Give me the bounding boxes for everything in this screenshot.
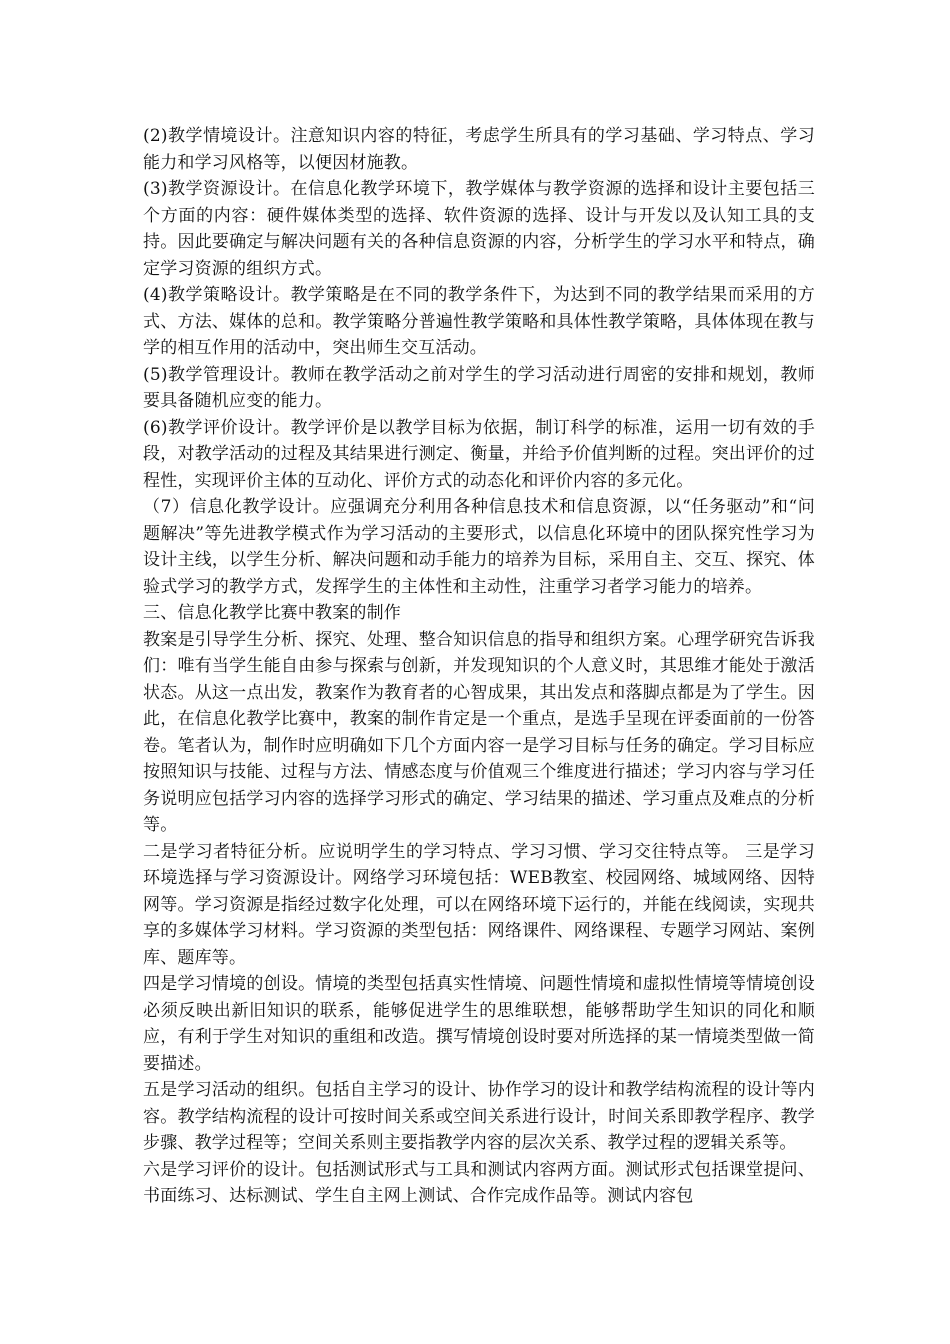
paragraph-teaching-strategy-design: (4)教学策略设计。教学策略是在不同的教学条件下，为达到不同的教学结果而采用的方式、方法、媒体的总和。教学策略分普遍性教学策略和具体性教学策略，具体体现在教与学的相互作用的活动中，突出师生交互活动。 — [143, 285, 815, 358]
paragraph-learner-analysis: 二是学习者特征分析。应说明学生的学习特点、学习习惯、学习交往特点等。 三是学习环境选择与学习资源设计。网络学习环境包括：WEB教室、校园网络、城域网络、因特网等。学习资源是指经过数字化处理，可以在网络环境下运行的，并能在线阅读，实现共享的多媒体学习材料。学习资源的类型包括：网络课件、网络课程、专题学习网站、案例库、题库等。 — [143, 841, 815, 968]
paragraph-informatized-teaching-design: （7）信息化教学设计。应强调充分利用各种信息技术和信息资源，以“任务驱动”和“问题解决”等先进教学模式作为学习活动的主要形式，以信息化环境中的团队探究性学习为设计主线，以学生分析、解决问题和动手能力的培养为目标，采用自主、交互、探究、体验式学习的教学方式，发挥学生的主体性和主动性，注重学习者学习能力的培养。 — [143, 497, 815, 597]
paragraph-lesson-plan-intro: 教案是引导学生分析、探究、处理、整合知识信息的指导和组织方案。心理学研究告诉我们：唯有当学生能自由参与探索与创新，并发现知识的个人意义时，其思维才能处于激活状态。从这一点出发，教案作为教育者的心智成果，其出发点和落脚点都是为了学生。因此，在信息化教学比赛中，教案的制作肯定是一个重点，是选手呈现在评委面前的一份答卷。笔者认为，制作时应明确如下几个方面内容一是学习目标与任务的确定。学习目标应按照知识与技能、过程与方法、情感态度与价值观三个维度进行描述；学习内容与学习任务说明应包括学习内容的选择学习形式的确定、学习结果的描述、学习重点及难点的分析等。 — [143, 629, 815, 835]
paragraph-teaching-management-design: (5)教学管理设计。教师在教学活动之前对学生的学习活动进行周密的安排和规划，教师要具备随机应变的能力。 — [143, 364, 815, 411]
section-heading: 三、信息化教学比赛中教案的制作 — [143, 603, 401, 623]
document-body — [143, 123, 815, 1210]
paragraph-teaching-situation-design: (2)教学情境设计。注意知识内容的特征，考虑学生所具有的学习基础、学习特点、学习能力和学习风格等，以便因材施教。 — [143, 126, 815, 173]
paragraph-teaching-resource-design: (3)教学资源设计。在信息化教学环境下，教学媒体与教学资源的选择和设计主要包括三个方面的内容：硬件媒体类型的选择、软件资源的选择、设计与开发以及认知工具的支持。因此要确定与解决问题有关的各种信息资源的内容，分析学生的学习水平和特点，确定学习资源的组织方式。 — [143, 179, 815, 279]
paragraph-learning-evaluation: 六是学习评价的设计。包括测试形式与工具和测试内容两方面。测试形式包括课堂提问、书面练习、达标测试、学生自主网上测试、合作完成作品等。测试内容包 — [143, 1159, 815, 1206]
paragraph-learning-activity: 五是学习活动的组织。包括自主学习的设计、协作学习的设计和教学结构流程的设计等内容。教学结构流程的设计可按时间关系或空间关系进行设计，时间关系即教学程序、教学步骤、教学过程等；空间关系则主要指教学内容的层次关系、教学过程的逻辑关系等。 — [143, 1080, 815, 1153]
paragraph-teaching-evaluation-design: (6)教学评价设计。教学评价是以教学目标为依据，制订科学的标准，运用一切有效的手段，对教学活动的过程及其结果进行测定、衡量，并给予价值判断的过程。突出评价的过程性，实现评价主体的互动化、评价方式的动态化和评价内容的多元化。 — [143, 417, 815, 491]
paragraph-learning-situation: 四是学习情境的创设。情境的类型包括真实性情境、问题性情境和虚拟性情境等情境创设必须反映出新旧知识的联系，能够促进学生的思维联想，能够帮助学生知识的同化和顺应，有利于学生对知识的重组和改造。撰写情境创设时要对所选择的某一情境类型做一简要描述。 — [143, 974, 815, 1074]
